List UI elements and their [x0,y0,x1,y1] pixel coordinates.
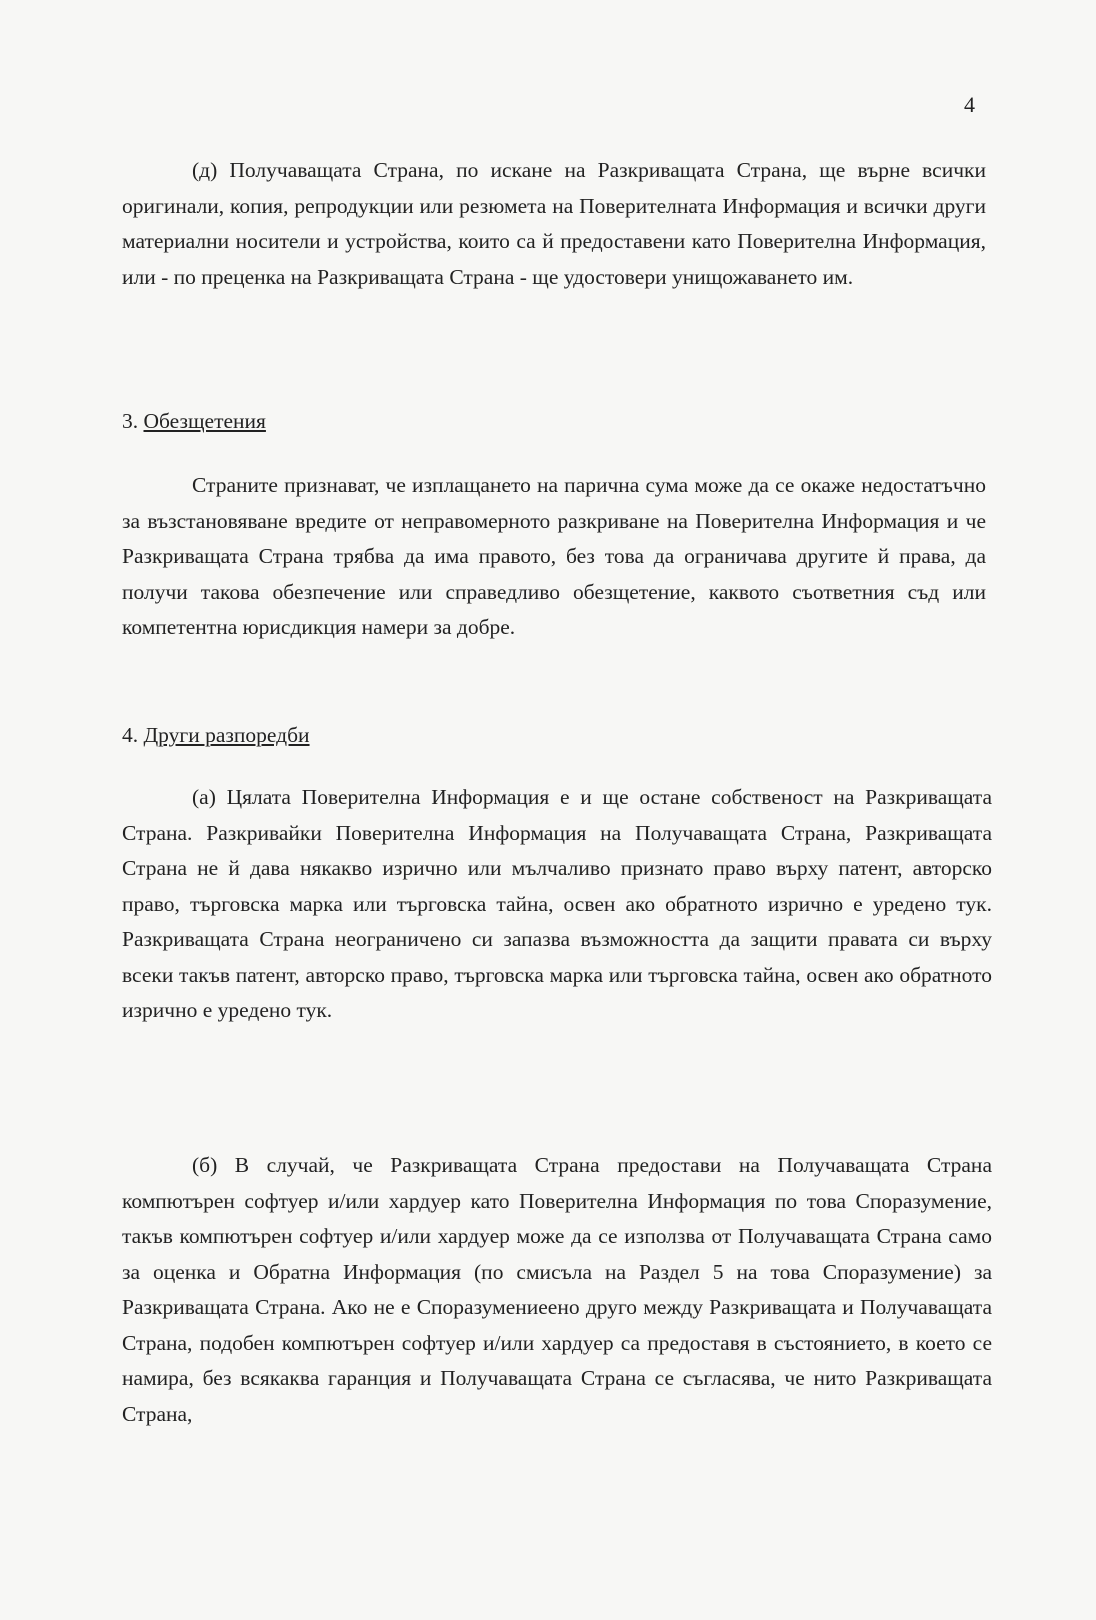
paragraph-section-3: Страните признават, че изплащането на парична сума може да се окаже недостатъчно за възстановяване вредите от неправомерното разкриване на Поверителна Информация и че Разкриващата Страна трябва да има правото, без това да ограничава другите й права, да получи такова обезпечение или справедливо обезщетение, каквото съответния съд или компетентна юрисдикция намери за добре. [122,473,986,639]
paragraph-d: (д) Получаващата Страна, по искане на Разкриващата Страна, ще върне всички оригинали, копия, репродукции или резюмета на Поверителната Информация и всички други материални носители и устройства, които са й предоставени като Поверителна Информация, или - по преценка на Разкриващата Страна - ще удостовери унищожаването им. [122,158,986,289]
section-4-heading [122,723,310,748]
paragraph-b: (б) В случай, че Разкриващата Страна предостави на Получаващата Страна компютърен софтуер и/или хардуер като Поверителна Информация по това Споразумение, такъв компютърен софтуер и/или хардуер може да се използва от Получаващата Страна само за оценка и Обратна Информация (по смисъла на Раздел 5 на това Споразумение) за Разкриващата Страна. Ако не е Споразумениеено друго между Разкриващата и Получаващата Страна, подобен компютърен софтуер и/или хардуер са предоставя в състоянието, в което се намира, без всякаква гаранция и Получаващата Страна се съгласява, че нито Разкриващата Страна, [122,1153,992,1426]
paragraph-a: (а) Цялата Поверителна Информация е и ще остане собственост на Разкриващата Страна. Разкривайки Поверителна Информация на Получаващата Страна, Разкриващата Страна не й дава някакво изрично или мълчаливо признато право върху патент, авторско право, търговска марка или търговска тайна, освен ако обратното изрично е уредено тук. Разкриващата Страна неограничено си запазва възможността да защити правата си върху всеки такъв патент, авторско право, търговска марка или търговска тайна, освен ако обратното изрично е уредено тук. [122,785,992,1022]
page-number: 4 [964,92,975,117]
section-4-number: 4. [122,723,139,747]
section-3-number: 3. [122,409,139,433]
section-3-title: Обезщетения [143,409,266,433]
section-3-heading [122,409,266,434]
section-4-title: Други разпоредби [143,723,310,747]
